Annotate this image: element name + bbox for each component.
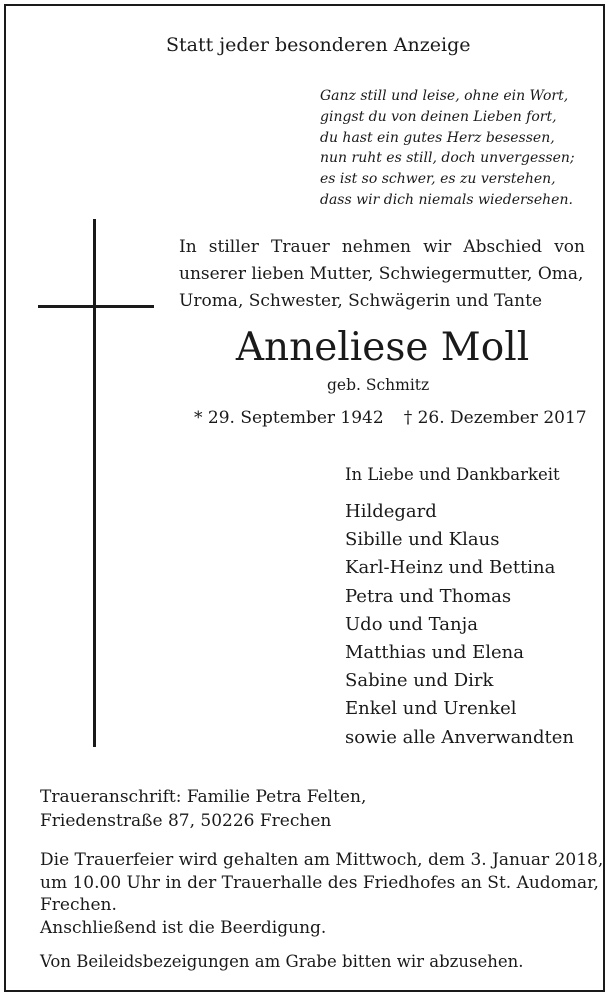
death-date: † 26. Dezember 2017 bbox=[403, 408, 587, 428]
list-item: Hildegard bbox=[345, 501, 437, 522]
deceased-name: Anneliese Moll bbox=[235, 325, 530, 370]
list-item: Sibille und Klaus bbox=[345, 529, 500, 551]
poem-line: dass wir dich niemals wiedersehen. bbox=[320, 191, 573, 208]
address-line: Friedenstraße 87, 50226 Frechen bbox=[40, 811, 332, 831]
cross-icon bbox=[93, 219, 96, 747]
intro-line: In stiller Trauer nehmen wir Abschied von bbox=[179, 237, 585, 257]
cross-icon-bar bbox=[38, 305, 154, 308]
intro-line: Uroma, Schwester, Schwägerin und Tante bbox=[179, 291, 543, 311]
poem bbox=[320, 86, 575, 211]
list-item: Sabine und Dirk bbox=[345, 670, 494, 692]
list-item: sowie alle Anverwandten bbox=[345, 726, 574, 748]
poem-line: du hast ein gutes Herz besessen, bbox=[320, 129, 555, 146]
header-line: Statt jeder besonderen Anzeige bbox=[166, 34, 471, 56]
maiden-name: geb. Schmitz bbox=[327, 376, 430, 394]
list-item: Enkel und Urenkel bbox=[345, 698, 517, 720]
mourners-intro: In Liebe und Dankbarkeit bbox=[345, 465, 560, 484]
list-item: Matthias und Elena bbox=[345, 642, 524, 664]
obituary-card bbox=[4, 4, 605, 992]
ceremony-line: Anschließend ist die Beerdigung. bbox=[40, 917, 327, 938]
address-line: Traueranschrift: Familie Petra Felten, bbox=[40, 787, 367, 807]
closing-note: Von Beileidsbezeigungen am Grabe bitten wir abzusehen. bbox=[40, 952, 524, 971]
poem-line: es ist so schwer, es zu verstehen, bbox=[320, 171, 556, 188]
ceremony-line: Frechen. bbox=[40, 895, 117, 915]
mourners-list bbox=[345, 498, 574, 752]
poem-line: gingst du von deinen Lieben fort, bbox=[320, 108, 557, 125]
ceremony-info bbox=[40, 849, 603, 939]
intro-text bbox=[179, 234, 585, 315]
list-item: Petra und Thomas bbox=[345, 585, 512, 607]
poem-line: nun ruht es still, doch unvergessen; bbox=[320, 150, 575, 167]
list-item: Karl-Heinz und Bettina bbox=[345, 557, 556, 579]
ceremony-line: um 10.00 Uhr in der Trauerhalle des Friedhofes an St. Audomar, bbox=[40, 872, 599, 893]
deceased-name-row bbox=[6, 324, 613, 372]
birth-date: * 29. September 1942 bbox=[194, 408, 384, 428]
intro-line: unserer lieben Mutter, Schwiegermutter, Oma, bbox=[179, 264, 584, 284]
life-dates bbox=[194, 408, 587, 428]
poem-line: Ganz still und leise, ohne ein Wort, bbox=[320, 88, 569, 104]
ceremony-line: Die Trauerfeier wird gehalten am Mittwoch, dem 3. Januar 2018, bbox=[40, 850, 604, 870]
list-item: Udo und Tanja bbox=[345, 613, 478, 635]
mourning-address bbox=[40, 785, 366, 833]
